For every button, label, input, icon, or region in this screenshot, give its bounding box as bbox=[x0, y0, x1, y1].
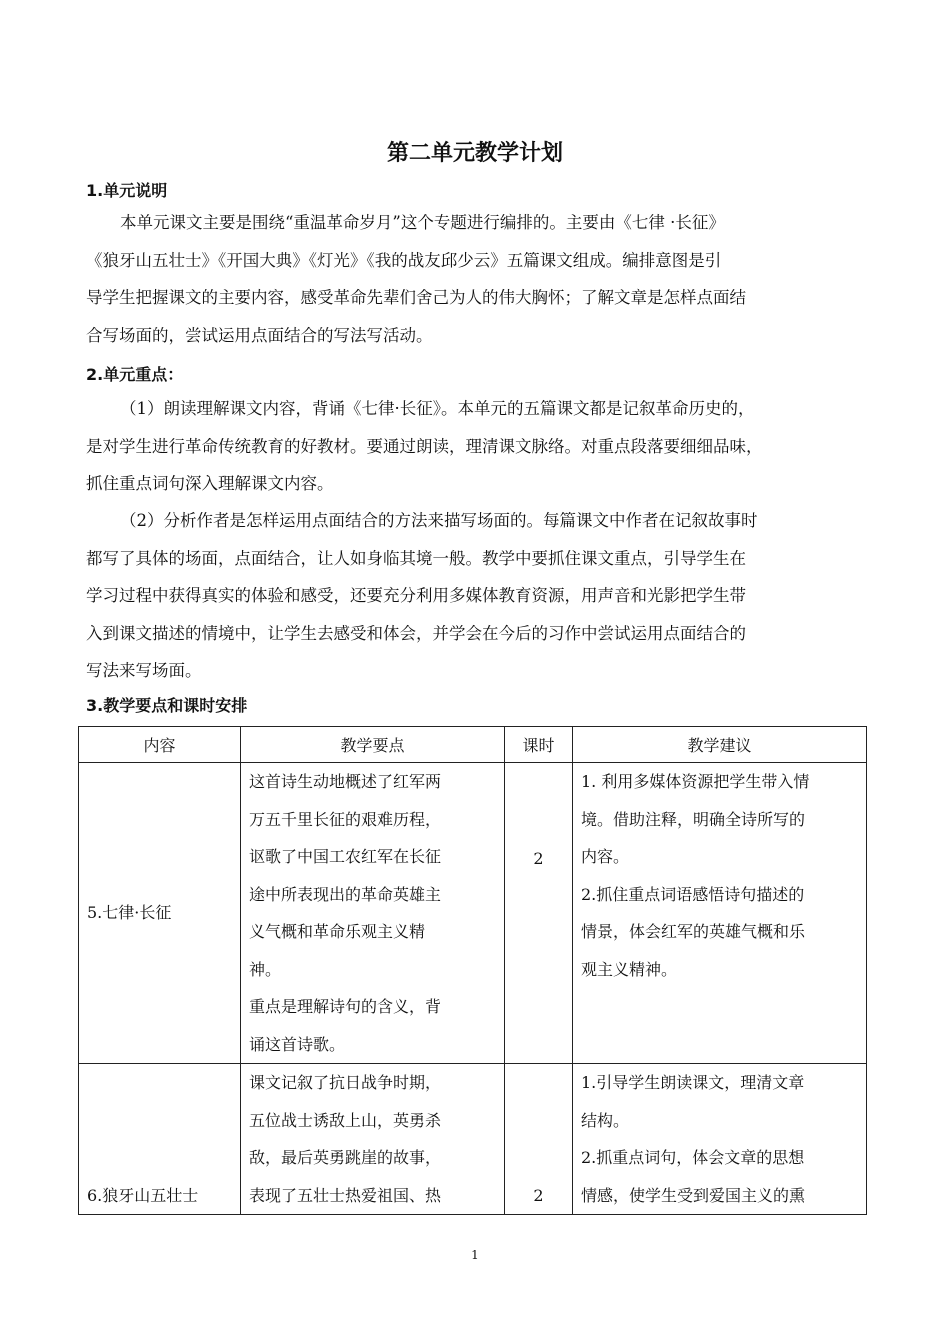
cell-line: 境。借助注释，明确全诗所写的 bbox=[581, 809, 806, 829]
cell-line: 情感，使学生受到爱国主义的熏 bbox=[581, 1185, 806, 1205]
paragraph-line: 本单元课文主要是围绕“重温革命岁月”这个专题进行编排的。主要由《七律 ·长征》 bbox=[120, 213, 725, 232]
page-title: 第二单元教学计划 bbox=[386, 141, 563, 166]
paragraph-line: 抓住重点词句深入理解课文内容。 bbox=[86, 474, 334, 493]
cell-line: 2.抓住重点词语感悟诗句描述的 bbox=[581, 884, 805, 904]
cell-line: 重点是理解诗句的含义，背 bbox=[249, 997, 442, 1016]
cell-line: 表现了五壮士热爱祖国、热 bbox=[249, 1185, 442, 1205]
paragraph-line: （2）分析作者是怎样运用点面结合的方法来描写场面的。每篇课文中作者在记叙故事时 bbox=[120, 511, 758, 530]
column-header-content: 内容 bbox=[79, 727, 241, 763]
column-header-points: 教学要点 bbox=[241, 727, 505, 763]
cell-line: 2 bbox=[533, 1185, 544, 1205]
cell-line: 观主义精神。 bbox=[581, 959, 678, 979]
section-2-heading: 2.单元重点： bbox=[86, 365, 184, 384]
page-number: 1 bbox=[471, 1248, 479, 1262]
section-1-heading: 1.单元说明 bbox=[86, 181, 168, 200]
cell-line: 途中所表现出的革命英雄主 bbox=[249, 884, 442, 904]
paragraph-line: 合写场面的，尝试运用点面结合的写法写活动。 bbox=[86, 325, 433, 345]
cell-line: 五位战士诱敌上山，英勇杀 bbox=[249, 1110, 442, 1130]
cell-line: 万五千里长征的艰难历程， bbox=[249, 809, 442, 829]
paragraph-line: 学习过程中获得真实的体验和感受，还要充分利用多媒体教育资源，用声音和光影把学生带 bbox=[86, 586, 746, 605]
cell-line: 诵这首诗歌。 bbox=[249, 1034, 346, 1054]
cell-line: 义气概和革命乐观主义精 bbox=[249, 922, 426, 941]
cell-line: 情景，体会红军的英雄气概和乐 bbox=[581, 922, 806, 941]
column-header-hours: 课时 bbox=[505, 727, 573, 763]
table-row bbox=[79, 1064, 867, 1215]
paragraph-line: （1）朗读理解课文内容，背诵《七律·长征》。本单元的五篇课文都是记叙革命历史的， bbox=[120, 399, 755, 418]
teaching-points bbox=[241, 1064, 505, 1215]
paragraph-line: 都写了具体的场面，点面结合，让人如身临其境一般。教学中要抓住课文重点，引导学生在 bbox=[86, 548, 746, 568]
cell-line: 神。 bbox=[249, 959, 282, 979]
teaching-plan-table bbox=[78, 726, 867, 1215]
cell-line: 课文记叙了抗日战争时期， bbox=[249, 1073, 442, 1092]
cell-line: 内容。 bbox=[581, 847, 630, 866]
paragraph-line: 导学生把握课文的主要内容，感受革命先辈们舍己为人的伟大胸怀；了解文章是怎样点面结 bbox=[86, 288, 746, 307]
column-header-advice: 教学建议 bbox=[573, 727, 867, 763]
section-2-paragraph-2 bbox=[86, 502, 866, 690]
table-header-row bbox=[79, 727, 867, 763]
cell-line: 1. 利用多媒体资源把学生带入情 bbox=[581, 772, 810, 791]
section-1-paragraph bbox=[86, 204, 866, 354]
lesson-hours: 2 bbox=[505, 763, 573, 1064]
lesson-title bbox=[79, 1064, 241, 1215]
cell-line: 1.引导学生朗读课文，理清文章 bbox=[581, 1073, 805, 1092]
paragraph-line: 写法来写场面。 bbox=[86, 661, 202, 680]
paragraph-line: 是对学生进行革命传统教育的好教材。要通过朗读，理清课文脉络。对重点段落要细细品味， bbox=[86, 436, 763, 456]
teaching-advice bbox=[573, 763, 867, 1064]
section-2-paragraph-1 bbox=[86, 390, 866, 503]
section-3-heading: 3.教学要点和课时安排 bbox=[86, 696, 248, 715]
paragraph-line: 入到课文描述的情境中，让学生去感受和体会，并学会在今后的习作中尝试运用点面结合的 bbox=[86, 623, 746, 643]
teaching-points bbox=[241, 763, 505, 1064]
cell-line: 2.抓重点词句，体会文章的思想 bbox=[581, 1148, 805, 1167]
cell-line: 讴歌了中国工农红军在长征 bbox=[249, 847, 442, 866]
lesson-title: 5.七律·长征 bbox=[79, 763, 241, 1064]
cell-line: 敌，最后英勇跳崖的故事， bbox=[249, 1148, 442, 1167]
cell-line: 这首诗生动地概述了红军两 bbox=[249, 772, 442, 791]
cell-line: 6.狼牙山五壮士 bbox=[87, 1185, 199, 1205]
teaching-advice bbox=[573, 1064, 867, 1215]
table-row bbox=[79, 763, 867, 1064]
cell-line: 结构。 bbox=[581, 1110, 630, 1130]
paragraph-line: 《狼牙山五壮士》《开国大典》《灯光》《我的战友邱少云》五篇课文组成。编排意图是引 bbox=[86, 250, 722, 270]
lesson-hours bbox=[505, 1064, 573, 1215]
